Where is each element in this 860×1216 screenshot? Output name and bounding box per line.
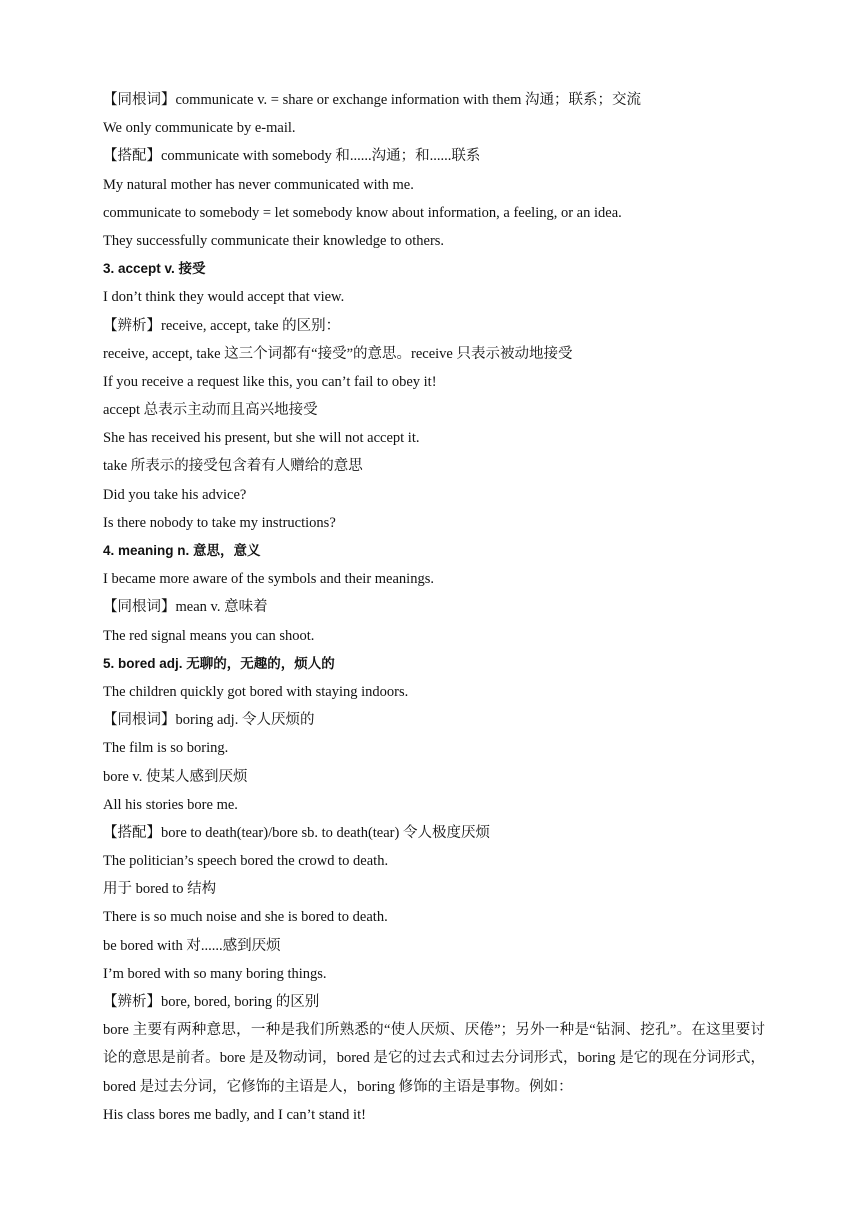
document-lines: [103, 86, 765, 1016]
text-line: 【同根词】communicate v. = share or exchange information with them 沟通；联系；交流: [103, 92, 641, 108]
text-line: There is so much noise and she is bored to death.: [103, 909, 388, 926]
text-line: I don’t think they would accept that view.: [103, 289, 345, 306]
text-line: bore v. 使某人感到厌烦: [103, 768, 248, 785]
text-line: Did you take his advice?: [103, 486, 247, 503]
text-line: receive, accept, take 这三个词都有“接受”的意思。receive 只表示被动地接受: [103, 345, 573, 362]
text-line: 【辨析】receive, accept, take 的区别：: [103, 317, 341, 334]
document-page: [103, 86, 765, 1129]
text-line: All his stories bore me.: [103, 796, 238, 813]
text-line: The politician’s speech bored the crowd to death.: [103, 853, 389, 870]
text-line: communicate to somebody = let somebody know about information, a feeling, or an idea.: [103, 204, 622, 221]
example-sentence: His class bores me badly, and I can’t stand it!: [103, 1106, 366, 1123]
text-line: 【同根词】boring adj. 令人厌烦的: [103, 712, 315, 729]
vocab-heading: 5. bored adj. 无聊的，无趣的，烦人的: [103, 655, 335, 671]
text-line: The children quickly got bored with staying indoors.: [103, 683, 409, 700]
text-line: 【同根词】mean v. 意味着: [103, 599, 268, 616]
explanation-paragraph: bore 主要有两种意思，一种是我们所熟悉的“使人厌烦、厌倦”；另外一种是“钻洞、挖孔”。在这里要讨论的意思是前者。bore 是及物动词，bored 是它的过去式和过去分词形式，boring 是它的现在分词形式，bored 是过去分词，它修饰的主语是人，boring 修饰的主语是事物。例如：: [103, 1022, 765, 1095]
text-line: take 所表示的接受包含着有人赠给的意思: [103, 458, 363, 475]
text-line: be bored with 对......感到厌烦: [103, 937, 281, 954]
text-line: They successfully communicate their knowledge to others.: [103, 232, 445, 249]
vocab-heading: 3. accept v. 接受: [103, 261, 206, 277]
text-line: 用于 bored to 结构: [103, 881, 217, 898]
text-line: My natural mother has never communicated with me.: [103, 176, 414, 193]
text-line: 【辨析】bore, bored, boring 的区别: [103, 994, 320, 1010]
text-line: accept 总表示主动而且高兴地接受: [103, 402, 318, 419]
text-line: I’m bored with so many boring things.: [103, 965, 327, 982]
text-line: The film is so boring.: [103, 740, 229, 757]
text-line: We only communicate by e-mail.: [103, 120, 296, 137]
text-line: I became more aware of the symbols and their meanings.: [103, 571, 434, 588]
text-line: She has received his present, but she will not accept it.: [103, 430, 420, 447]
text-line: 【搭配】bore to death(tear)/bore sb. to death(tear) 令人极度厌烦: [103, 824, 490, 841]
text-line: 【搭配】communicate with somebody 和......沟通；和......联系: [103, 148, 481, 165]
text-line: Is there nobody to take my instructions?: [103, 514, 336, 531]
text-line: The red signal means you can shoot.: [103, 627, 315, 644]
vocab-heading: 4. meaning n. 意思，意义: [103, 543, 261, 558]
text-line: If you receive a request like this, you can’t fail to obey it!: [103, 373, 437, 390]
